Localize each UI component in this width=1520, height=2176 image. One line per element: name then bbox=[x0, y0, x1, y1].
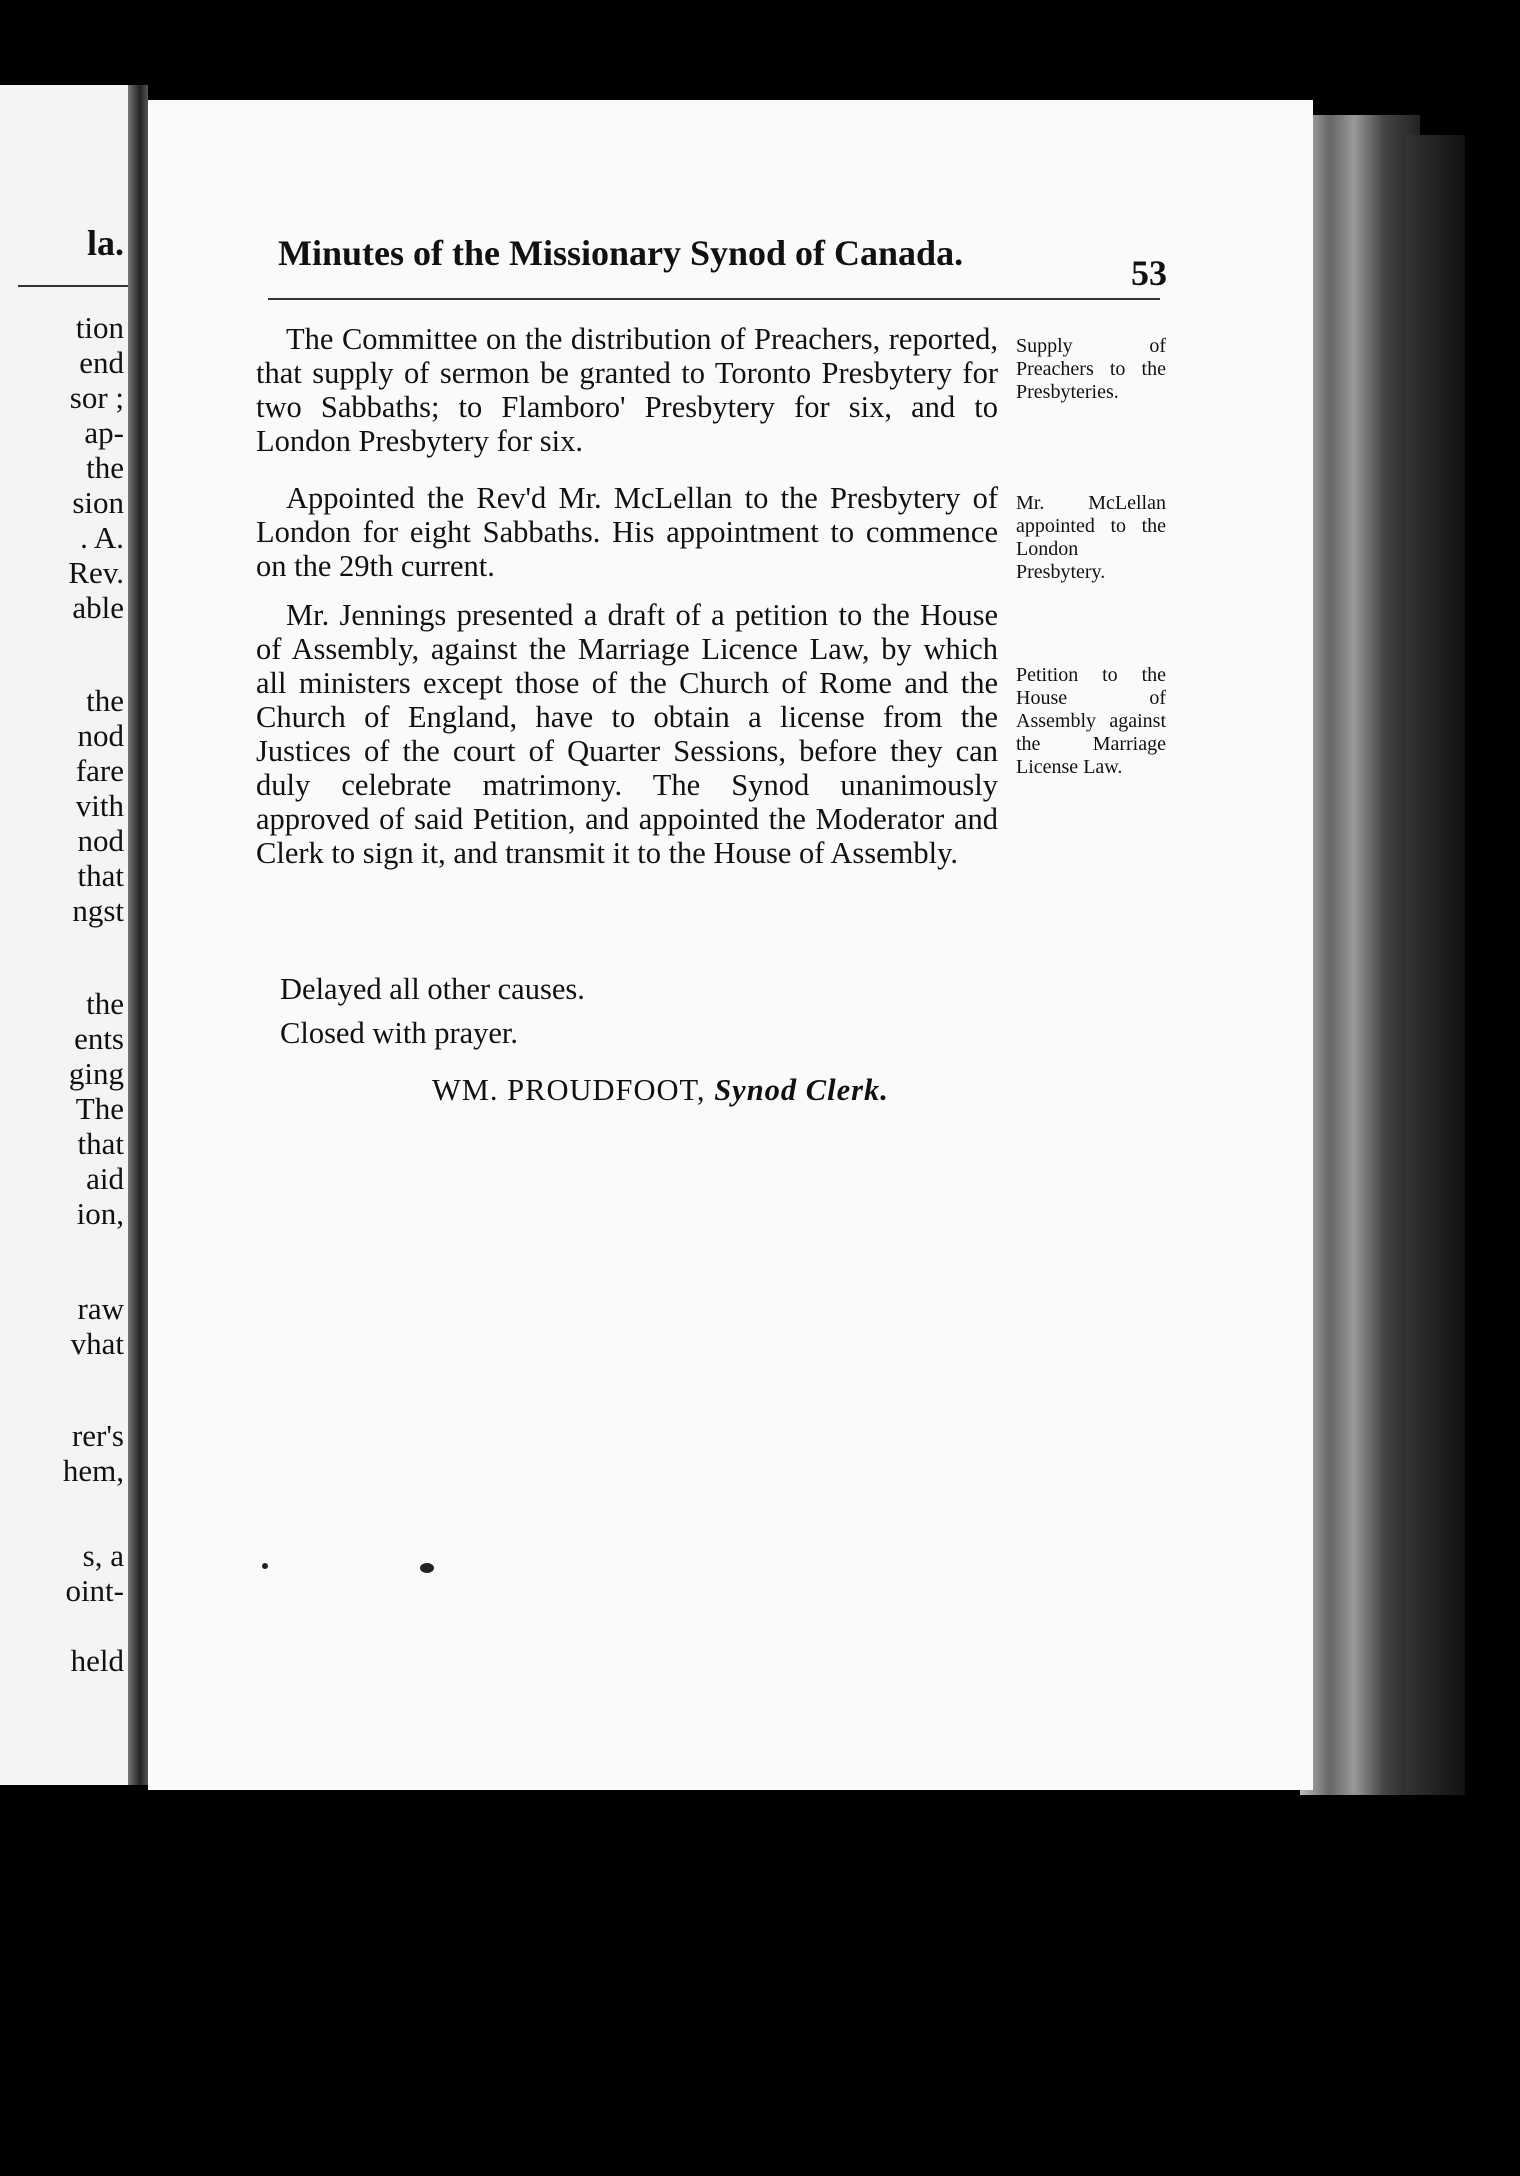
left-page-fragment: tion bbox=[75, 310, 124, 345]
header-rule bbox=[268, 298, 1160, 300]
paragraph-text: Mr. Jennings presented a draft of a petition to the House of Assembly, against the Marriage Licence Law, by which all ministers except those of the Church of Rome and the Church of England, have to obtain a license from the Justices of the court of Quarter Sessions, before they can duly celebrate matrimony. The Synod unanimously approved of said Petition, and appointed the Moderator and Clerk to sign it, and transmit it to the House of Assembly. bbox=[256, 598, 998, 870]
paragraph-committee-preachers bbox=[256, 322, 998, 458]
page-number: 53 bbox=[1131, 253, 1167, 293]
left-page-fragment: fare bbox=[75, 753, 124, 788]
left-page-fragment: ngst bbox=[72, 893, 124, 928]
paragraph-text: Appointed the Rev'd Mr. McLellan to the Presbytery of London for eight Sabbaths. His appointment to commence on the 29th current. bbox=[256, 481, 998, 583]
left-page-fragment: aid bbox=[86, 1161, 124, 1196]
running-head: Minutes of the Missionary Synod of Canada. bbox=[278, 233, 964, 273]
ink-speck bbox=[262, 1563, 268, 1569]
left-page-fragment: the bbox=[86, 986, 124, 1021]
left-page-fragment: sion bbox=[72, 485, 124, 520]
paragraph-closed-prayer: Closed with prayer. bbox=[280, 1016, 519, 1050]
left-page-fragment: nod bbox=[77, 718, 124, 753]
left-facing-page bbox=[0, 85, 128, 1785]
book-cover-edge bbox=[1405, 135, 1465, 1795]
left-page-fragment: Rev. bbox=[68, 555, 124, 590]
margin-note-supply: Supply of Preachers to the Presbyteries. bbox=[1016, 335, 1166, 403]
left-page-fragment: . A. bbox=[80, 520, 124, 555]
left-page-fragment: the bbox=[86, 450, 124, 485]
margin-note-petition: Petition to the House of Assembly against the Marriage License Law. bbox=[1016, 664, 1166, 778]
left-page-fragment: ging bbox=[68, 1056, 124, 1091]
ink-speck bbox=[420, 1563, 434, 1573]
left-page-rule bbox=[18, 285, 128, 287]
left-page-fragment: vhat bbox=[70, 1326, 124, 1361]
left-page-fragment: end bbox=[79, 345, 124, 380]
left-page-fragment: sor ; bbox=[69, 380, 124, 415]
left-page-fragment: held bbox=[70, 1643, 124, 1678]
left-page-fragment: ap- bbox=[84, 415, 124, 450]
left-page-fragment: oint- bbox=[65, 1573, 124, 1608]
left-page-fragment: that bbox=[77, 858, 124, 893]
left-page-fragment: able bbox=[72, 590, 124, 625]
signature-block bbox=[432, 1073, 889, 1108]
paragraph-marriage-petition bbox=[256, 598, 998, 870]
left-page-fragment: vith bbox=[75, 788, 124, 823]
left-page-fragment: ion, bbox=[76, 1196, 124, 1231]
paragraph-mclellan-appointment bbox=[256, 481, 998, 583]
left-page-fragment: la. bbox=[86, 223, 124, 263]
left-page-fragment: nod bbox=[77, 823, 124, 858]
margin-note-mclellan: Mr. McLellan appointed to the London Presbytery. bbox=[1016, 492, 1166, 583]
left-page-fragment: hem, bbox=[62, 1453, 124, 1488]
page-edges bbox=[1300, 115, 1420, 1795]
left-page-fragment: s, a bbox=[82, 1538, 124, 1573]
left-page-fragment: ents bbox=[74, 1021, 124, 1056]
left-page-fragment: that bbox=[77, 1126, 124, 1161]
left-page-fragment: raw bbox=[77, 1291, 124, 1326]
signature-name: WM. PROUDFOOT, bbox=[432, 1073, 706, 1107]
paragraph-delayed-causes: Delayed all other causes. bbox=[280, 972, 585, 1006]
paragraph-text: The Committee on the distribution of Preachers, reported, that supply of sermon be granted to Toronto Presbytery for two Sabbaths; to Flamboro' Presbytery for six, and to London Presbytery for six. bbox=[256, 322, 998, 458]
left-page-fragment: the bbox=[86, 683, 124, 718]
book-gutter bbox=[128, 85, 148, 1785]
signature-role: Synod Clerk. bbox=[714, 1073, 889, 1107]
left-page-fragment: rer's bbox=[71, 1418, 124, 1453]
left-page-fragment: The bbox=[75, 1091, 124, 1126]
